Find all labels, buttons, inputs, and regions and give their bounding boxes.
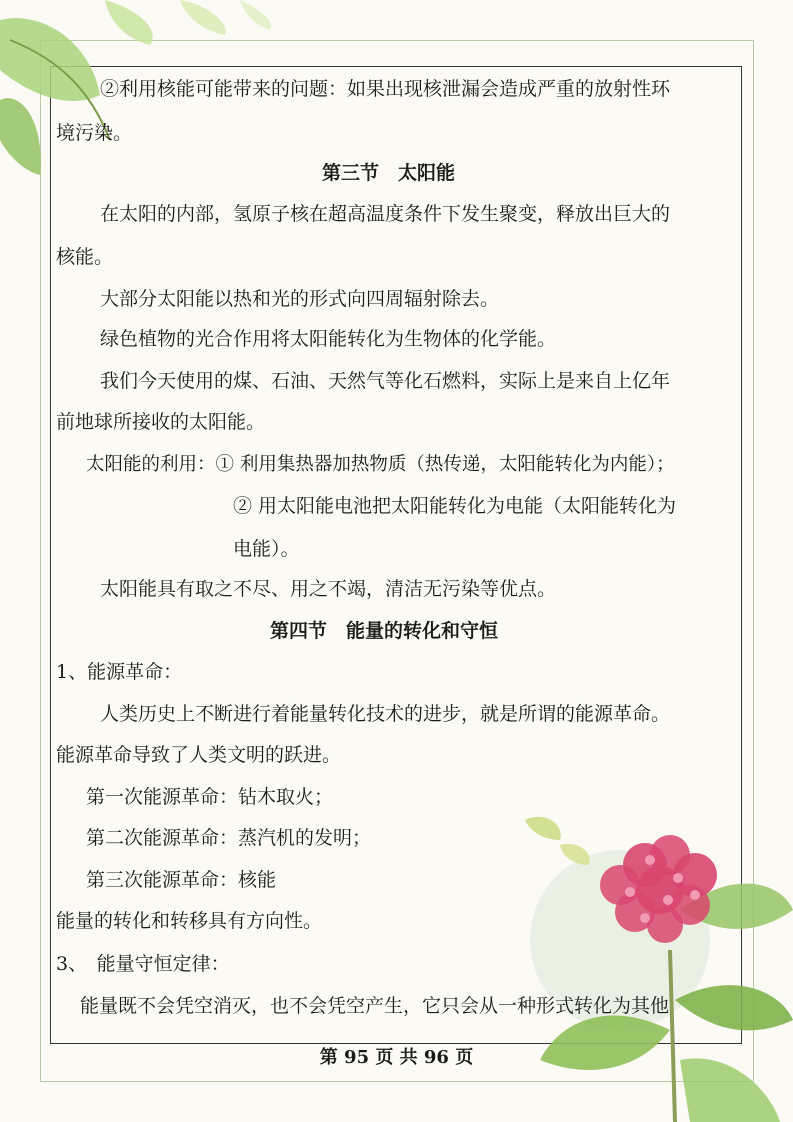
- text-line: ②利用核能可能带来的问题：如果出现核泄漏会造成严重的放射性环: [100, 78, 671, 100]
- page-number-footer: 第 95 页 共 96 页: [319, 1047, 474, 1068]
- text-line: 第三次能源革命：核能: [86, 869, 277, 891]
- text-line: 能源革命导致了人类文明的跃进。: [56, 744, 342, 766]
- text-line: 绿色植物的光合作用将太阳能转化为生物体的化学能。: [100, 328, 557, 350]
- text-line: 1、能源革命：: [56, 661, 183, 683]
- text-line: ② 用太阳能电池把太阳能转化为电能（太阳能转化为: [233, 495, 677, 517]
- section-heading: 第三节 太阳能: [322, 162, 456, 184]
- text-line: 电能）。: [233, 538, 300, 560]
- text-line: 能量既不会凭空消灭，也不会凭空产生，它只会从一种形式转化为其他: [80, 995, 670, 1017]
- text-line: 前地球所接收的太阳能。: [56, 411, 266, 433]
- text-line: 核能。: [56, 246, 114, 268]
- text-line: 太阳能具有取之不尽、用之不竭，清洁无污染等优点。: [100, 578, 557, 600]
- text-line: 太阳能的利用：① 利用集热器加热物质（热传递，太阳能转化为内能）；: [86, 454, 675, 475]
- text-line: 境污染。: [56, 122, 133, 144]
- text-line: 人类历史上不断进行着能量转化技术的进步，就是所谓的能源革命。: [100, 703, 671, 725]
- text-line: 在太阳的内部，氢原子核在超高温度条件下发生聚变，释放出巨大的: [100, 203, 671, 225]
- text-line: 第一次能源革命：钻木取火；: [86, 786, 334, 808]
- section-heading: 第四节 能量的转化和守恒: [270, 620, 499, 642]
- text-line: 我们今天使用的煤、石油、天然气等化石燃料，实际上是来自上亿年: [100, 370, 671, 392]
- text-line: 3、 能量守恒定律：: [56, 953, 230, 975]
- text-line: 能量的转化和转移具有方向性。: [56, 910, 323, 932]
- flower-decoration-bottom-right-icon: [500, 800, 793, 1122]
- text-line: 第二次能源革命：蒸汽机的发明；: [86, 827, 372, 849]
- text-line: 大部分太阳能以热和光的形式向四周辐射除去。: [100, 288, 500, 310]
